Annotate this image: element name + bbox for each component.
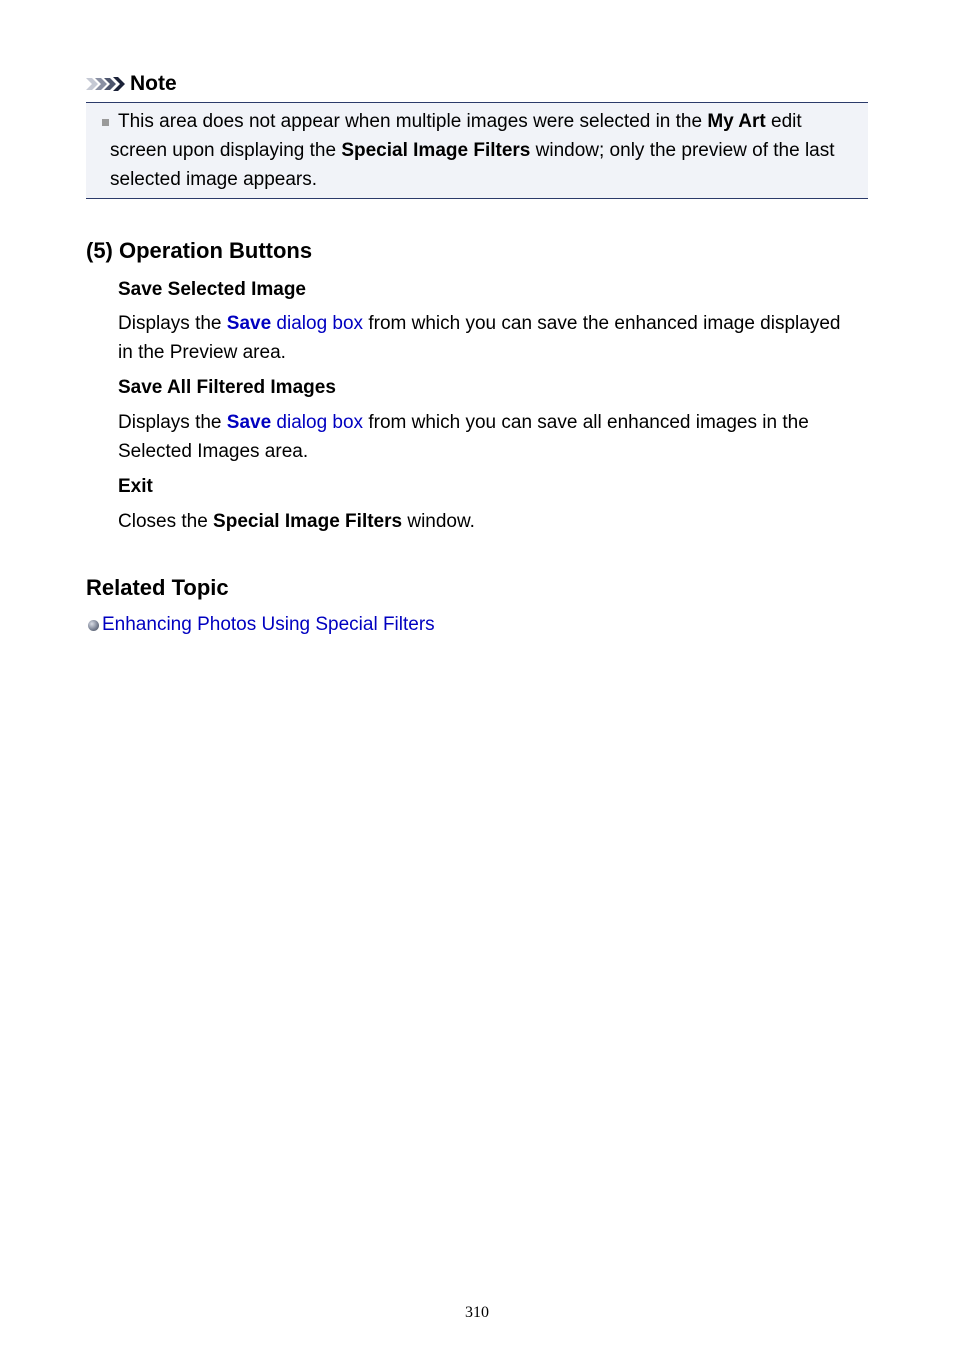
desc-save-selected-image	[118, 309, 858, 367]
desc-save-all-filtered-images	[118, 408, 858, 466]
desc-line: Closes the Special Image Filters window.	[118, 511, 475, 532]
bold-special-image-filters: Special Image Filters	[213, 511, 403, 532]
term-exit: Exit	[118, 476, 153, 497]
ball-bullet-icon	[88, 620, 99, 631]
note-line-3: selected image appears.	[110, 169, 318, 190]
section-heading-operation-buttons: (5) Operation Buttons	[86, 238, 313, 263]
dialog-box-link[interactable]: dialog box	[271, 313, 364, 334]
section-heading-related-topic: Related Topic	[86, 575, 229, 600]
note-title: Note	[130, 72, 177, 95]
save-link[interactable]: Save	[226, 313, 272, 334]
related-topic-item	[88, 612, 435, 638]
dialog-box-link[interactable]: dialog box	[271, 412, 364, 433]
note-arrows-icon	[86, 76, 126, 92]
note-header	[86, 70, 177, 98]
desc-line: in the Preview area.	[118, 342, 286, 363]
note-bold-my-art: My Art	[707, 111, 766, 132]
square-bullet-icon	[102, 119, 109, 126]
note-line-2: screen upon displaying the Special Image Filters window; only the preview of the last	[110, 140, 835, 161]
desc-line: Displays the Save dialog box from which you can save the enhanced image displayed	[118, 313, 841, 334]
desc-exit	[118, 507, 858, 536]
desc-line: Displays the Save dialog box from which you can save all enhanced images in the	[118, 412, 809, 433]
term-save-all-filtered-images: Save All Filtered Images	[118, 377, 336, 398]
page-number: 310	[465, 1304, 489, 1321]
note-box	[86, 102, 868, 199]
save-link[interactable]: Save	[226, 412, 272, 433]
desc-line: Selected Images area.	[118, 441, 309, 462]
note-bold-special-image-filters: Special Image Filters	[341, 140, 531, 161]
note-line-1: This area does not appear when multiple images were selected in the My Art edit	[102, 107, 848, 136]
term-save-selected-image: Save Selected Image	[118, 279, 306, 300]
related-topic-link[interactable]: Enhancing Photos Using Special Filters	[102, 614, 435, 635]
